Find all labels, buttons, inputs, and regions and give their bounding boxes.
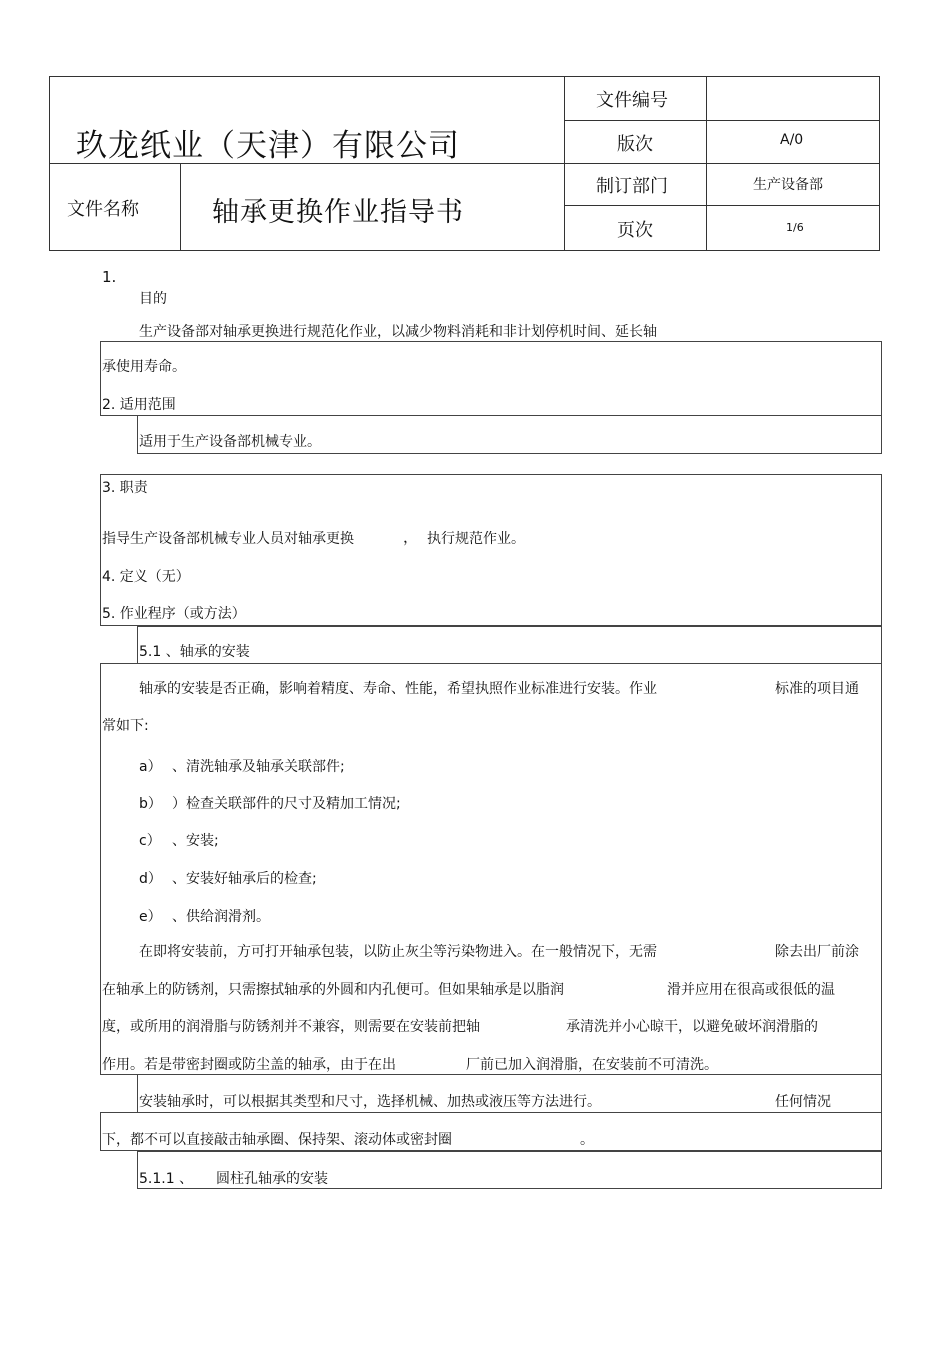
- list-item-a-text: 、清洗轴承及轴承关联部件;: [172, 759, 345, 775]
- doc-name: 轴承更换作业指导书: [212, 197, 464, 228]
- list-item-e-mark: e）: [139, 909, 162, 925]
- para-2-line-1b: 除去出厂前涂: [775, 944, 859, 960]
- doc-name-label: 文件名称: [67, 199, 139, 220]
- list-item-b-mark: b）: [139, 796, 162, 812]
- para-2-line-3b: 承清洗并小心晾干，以避免破坏润滑脂的: [566, 1019, 818, 1035]
- rule: [564, 205, 880, 206]
- field-value-page: 1/6: [786, 221, 804, 234]
- para-2-line-3a: 度，或所用的润滑脂与防锈剂并不兼容，则需要在安装前把轴: [102, 1019, 480, 1035]
- section-1-text: 生产设备部对轴承更换进行规范化作业，以减少物料消耗和非计划停机时间、延长轴: [139, 324, 657, 340]
- section-5-1-title: 5.1 、轴承的安装: [139, 644, 250, 660]
- field-label-department: 制订部门: [596, 176, 668, 197]
- section-3-text-comma: ，: [403, 528, 419, 546]
- field-label-version: 版次: [617, 134, 653, 155]
- field-value-version: A/0: [780, 132, 804, 148]
- list-item-b-text: ）检查关联部件的尺寸及精加工情况;: [172, 796, 401, 812]
- para-1-c: 常如下:: [102, 718, 149, 734]
- list-item-e-text: 、供给润滑剂。: [172, 909, 270, 925]
- section-2-text: 适用于生产设备部机械专业。: [139, 434, 321, 450]
- para-3-b: 任何情况: [775, 1094, 831, 1110]
- rule: [564, 120, 880, 121]
- para-2-line-4b: 厂前已加入润滑脂，在安装前不可清洗。: [466, 1057, 718, 1073]
- section-5-1-1-number: 5.1.1 、: [139, 1171, 194, 1187]
- section-1-title: 目的: [139, 291, 167, 307]
- para-2-line-2b: 滑并应用在很高或很低的温: [667, 982, 835, 998]
- section-5-title: 5. 作业程序（或方法）: [102, 606, 246, 622]
- para-1-b: 标准的项目通: [775, 681, 859, 697]
- para-2-line-1a: 在即将安装前，方可打开轴承包装，以防止灰尘等污染物进入。在一般情况下，无需: [139, 944, 657, 960]
- company-name: 玖龙纸业（天津）有限公司: [76, 128, 460, 164]
- field-label-doc-no: 文件编号: [596, 90, 668, 111]
- para-2-line-2a: 在轴承上的防锈剂，只需擦拭轴承的外圆和内孔便可。但如果轴承是以脂润: [102, 982, 564, 998]
- para-3-d: 。: [580, 1132, 594, 1148]
- para-1-a: 轴承的安装是否正确，影响着精度、寿命、性能，希望执照作业标准进行安装。作业: [139, 681, 657, 697]
- rule: [180, 163, 181, 251]
- section-4-title: 4. 定义（无）: [102, 569, 190, 585]
- rule: [49, 76, 880, 77]
- list-item-c-mark: c）: [139, 833, 161, 849]
- field-label-page: 页次: [617, 220, 653, 241]
- field-value-department: 生产设备部: [753, 177, 823, 193]
- list-item-d-text: 、安装好轴承后的检查;: [172, 871, 317, 887]
- section-5-1-1-title: 圆柱孔轴承的安装: [216, 1171, 328, 1187]
- para-2-line-4a: 作用。若是带密封圈或防尘盖的轴承，由于在出: [102, 1057, 396, 1073]
- rule: [564, 163, 880, 164]
- section-2-title: 2. 适用范围: [102, 397, 176, 413]
- section-1-text-cont: 承使用寿命。: [102, 359, 186, 375]
- list-item-c-text: 、安装;: [172, 833, 219, 849]
- section-1-number: 1.: [102, 268, 117, 286]
- para-3-a: 安装轴承时，可以根据其类型和尺寸，选择机械、加热或液压等方法进行。: [139, 1094, 601, 1110]
- section-3-title: 3. 职责: [102, 480, 148, 496]
- list-item-d-mark: d）: [139, 871, 162, 887]
- list-item-a-mark: a）: [139, 759, 162, 775]
- rule: [49, 250, 880, 251]
- para-3-c: 下，都不可以直接敲击轴承圈、保持架、滚动体或密封圈: [102, 1132, 452, 1148]
- section-3-text-a: 指导生产设备部机械专业人员对轴承更换: [102, 531, 354, 547]
- text-frame: [100, 341, 882, 416]
- section-3-text-c: 执行规范作业。: [427, 531, 525, 547]
